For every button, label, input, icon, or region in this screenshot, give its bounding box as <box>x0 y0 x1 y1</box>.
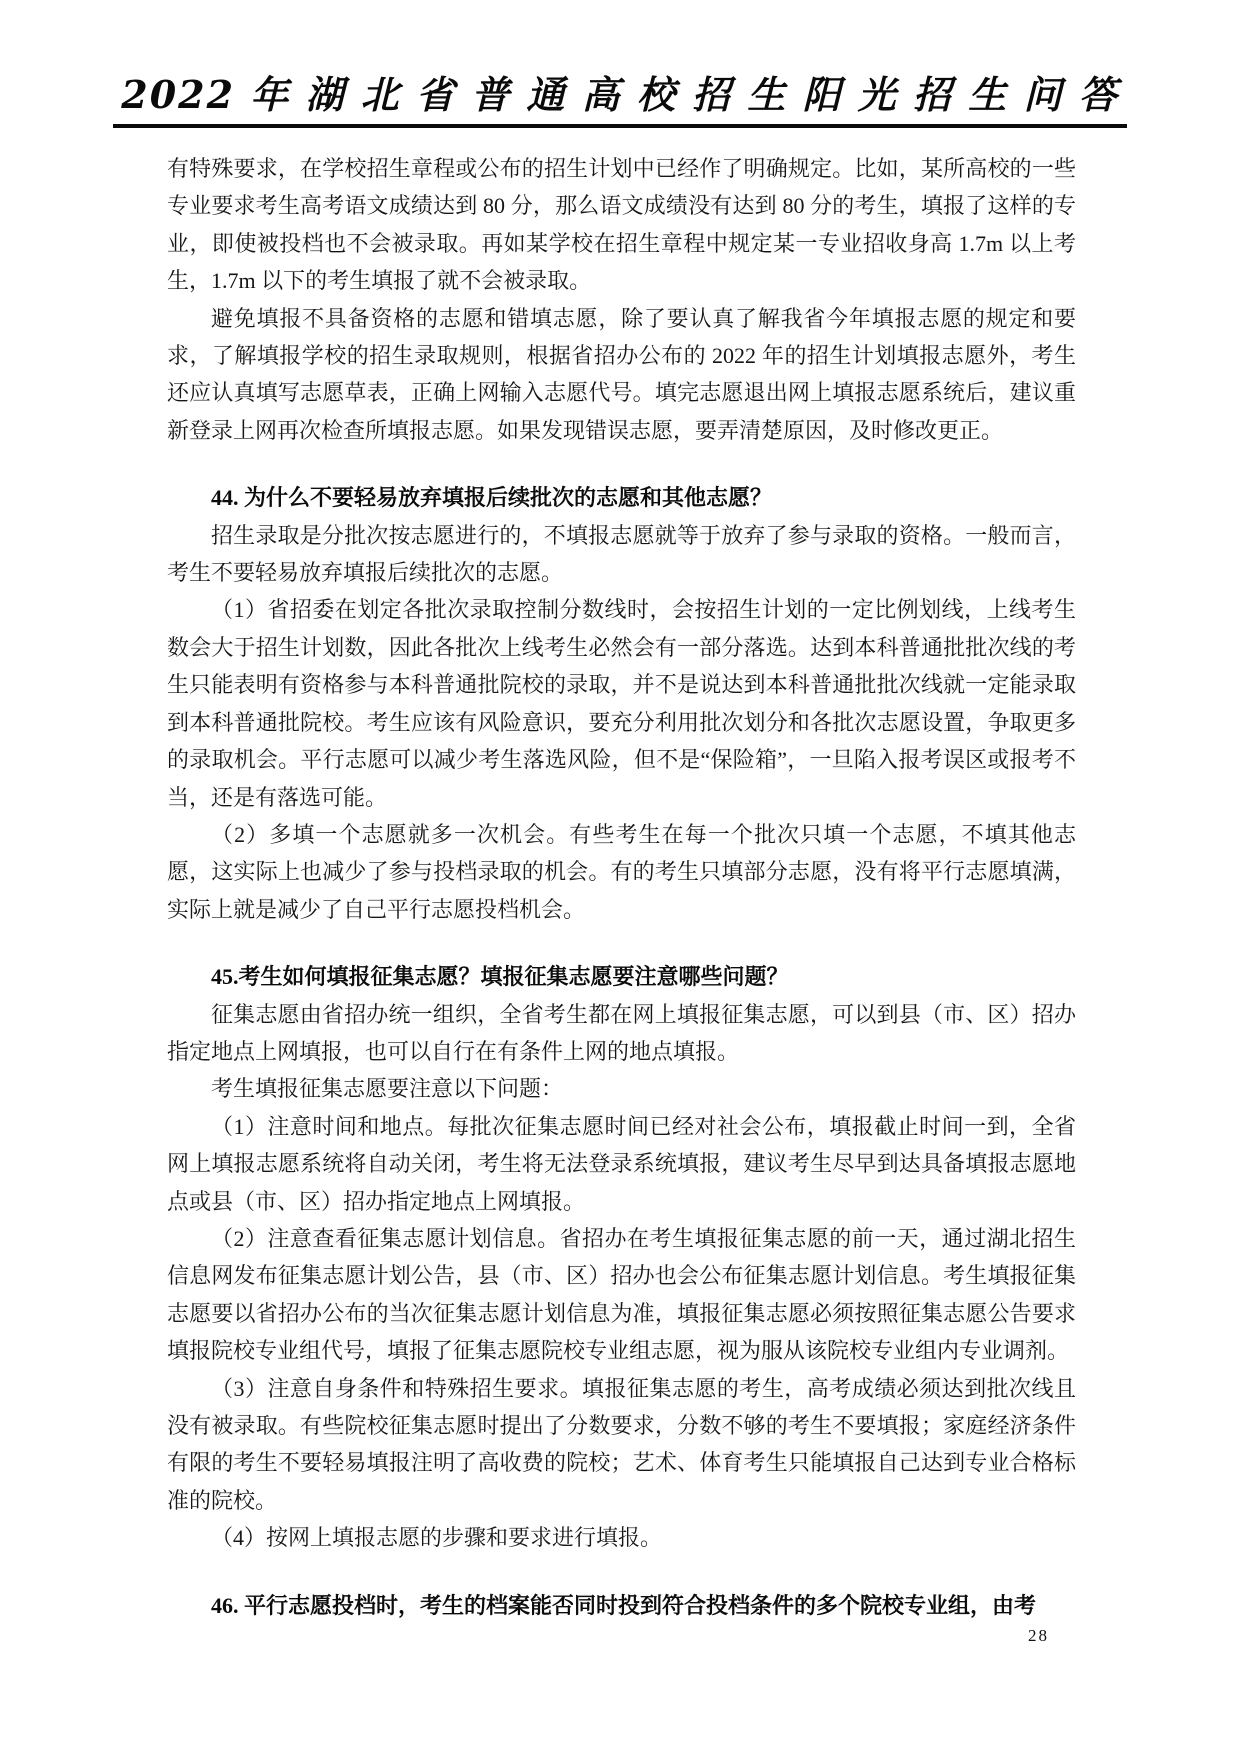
body-paragraph: （4）按网上填报志愿的步骤和要求进行填报。 <box>211 1525 663 1551</box>
body-paragraph: 考生填报征集志愿要注意以下问题： <box>211 1076 564 1102</box>
page-number: 28 <box>1028 1626 1049 1645</box>
question-heading-45: 45.考生如何填报征集志愿？填报征集志愿要注意哪些问题？ <box>211 964 789 990</box>
body-paragraph: （1）省招委在划定各批次录取控制分数线时，会按招生计划的一定比例划线，上线考生数会大于招生计划数，因此各批次上线考生必然会有一部分落选。达到本科普通批批次线的考生只能表明有资格参与本科普通批院校的录取，并不是说达到本科普通批批次线就一定能录取到本科普通批院校。考生应该有风险意识，要充分利用批次划分和各批次志愿设置，争取更多的录取机会。平行志愿可以减少考生落选风险，但不是“保险箱”，一旦陷入报考误区或报考不当，还是有落选可能。 <box>167 597 1076 810</box>
body-paragraph: 避免填报不具备资格的志愿和错填志愿，除了要认真了解我省今年填报志愿的规定和要求，了解填报学校的招生录取规则，根据省招办公布的 2022 年的招生计划填报志愿外，考生还应认真填写志愿草表，正确上网输入志愿代号。填完志愿退出网上填报志愿系统后，建议重新登录上网再次检查所填报志愿。如果发现错误志愿，要弄清楚原因，及时修改更正。 <box>167 305 1076 443</box>
document-body <box>167 150 1076 1624</box>
body-paragraph: 征集志愿由省招办统一组织，全省考生都在网上填报征集志愿，可以到县（市、区）招办指定地点上网填报，也可以自行在有条件上网的地点填报。 <box>167 1001 1076 1064</box>
document-header <box>0 72 1240 128</box>
body-paragraph: （1）注意时间和地点。每批次征集志愿时间已经对社会公布，填报截止时间一到，全省网上填报志愿系统将自动关闭，考生将无法登录系统填报，建议考生尽早到达具备填报志愿地点或县（市、区）招办指定地点上网填报。 <box>167 1113 1076 1214</box>
body-paragraph: 有特殊要求，在学校招生章程或公布的招生计划中已经作了明确规定。比如，某所高校的一些专业要求考生高考语文成绩达到 80 分，那么语文成绩没有达到 80 分的考生，填报了这样的专业，即使被投档也不会被录取。再如某学校在招生章程中规定某一专业招收身高 1.7m 以上考生，1.7m 以下的考生填报了就不会被录取。 <box>167 156 1076 294</box>
document-title: 2022 年 湖 北 省 普 通 高 校 招 生 阳 光 招 生 问 答 <box>113 72 1126 128</box>
body-paragraph: （3）注意自身条件和特殊招生要求。填报征集志愿的考生，高考成绩必须达到批次线且没有被录取。有些院校征集志愿时提出了分数要求，分数不够的考生不要填报；家庭经济条件有限的考生不要轻易填报注明了高收费的院校；艺术、体育考生只能填报自己达到专业合格标准的院校。 <box>167 1375 1076 1513</box>
body-paragraph: 招生录取是分批次按志愿进行的，不填报志愿就等于放弃了参与录取的资格。一般而言，考生不要轻易放弃填报后续批次的志愿。 <box>167 522 1076 586</box>
question-heading-46: 46. 平行志愿投档时，考生的档案能否同时投到符合投档条件的多个院校专业组，由考 <box>211 1592 1037 1618</box>
body-paragraph: （2）多填一个志愿就多一次机会。有些考生在每一个批次只填一个志愿，不填其他志愿，这实际上也减少了参与投档录取的机会。有的考生只填部分志愿，没有将平行志愿填满，实际上就是减少了自己平行志愿投档机会。 <box>167 821 1076 922</box>
question-heading-44: 44. 为什么不要轻易放弃填报后续批次的志愿和其他志愿？ <box>211 485 773 511</box>
body-paragraph: （2）注意查看征集志愿计划信息。省招办在考生填报征集志愿的前一天，通过湖北招生信息网发布征集志愿计划公告，县（市、区）招办也会公布征集志愿计划信息。考生填报征集志愿要以省招办公布的当次征集志愿计划信息为准，填报征集志愿必须按照征集志愿公告要求填报院校专业组代号，填报了征集志愿院校专业组志愿，视为服从该院校专业组内专业调剂。 <box>167 1225 1076 1364</box>
